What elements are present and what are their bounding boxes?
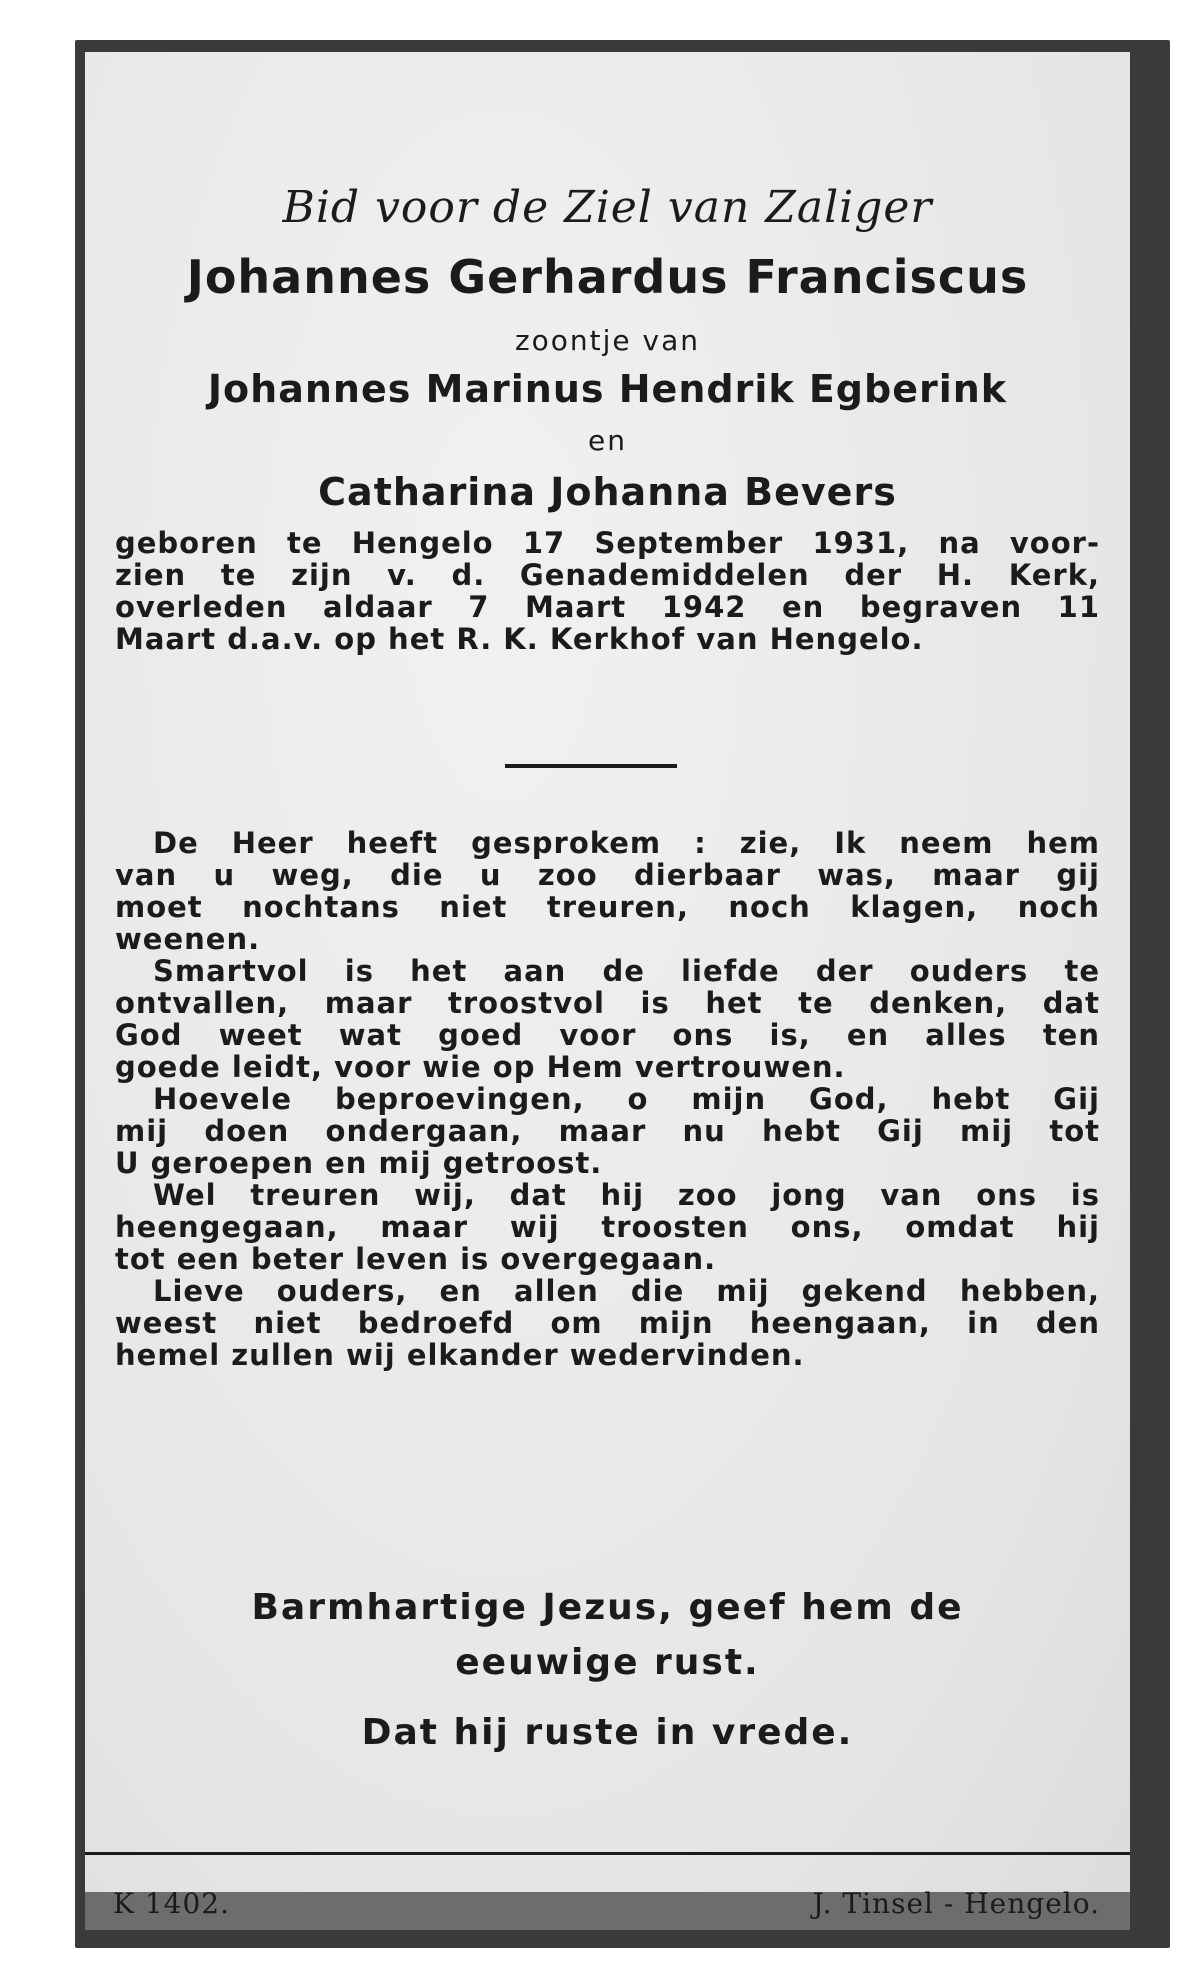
verse-line: ontvallen, maar troostvol is het te denken, dat	[115, 986, 1100, 1020]
prayer-line-3: Dat hij ruste in vrede.	[361, 1712, 854, 1753]
printer-credit: J. Tinsel - Hengelo.	[812, 1887, 1100, 1920]
verse-line: goede leidt, voor wie op Hem vertrouwen.	[115, 1050, 846, 1084]
biography-line: Maart d.a.v. op het R. K. Kerkhof van Hengelo.	[115, 622, 924, 656]
biography	[115, 527, 1100, 655]
verse-line: U geroepen en mij getroost.	[115, 1146, 603, 1180]
mother-name: Catharina Johanna Bevers	[318, 470, 897, 514]
verse-line: weest niet bedroefd om mijn heengaan, in den	[115, 1306, 1100, 1340]
verse-line: Smartvol is het aan de liefde der ouders te	[153, 954, 1100, 988]
verse-line: van u weg, die u zoo dierbaar was, maar gij	[115, 858, 1100, 892]
verse-line: De Heer heeft gesprokem : zie, Ik neem hem	[153, 826, 1100, 860]
memorial-card	[85, 52, 1130, 1920]
verse-line: hemel zullen wij elkander wedervinden.	[115, 1338, 805, 1372]
card-code: K 1402.	[113, 1887, 230, 1920]
father-name: Johannes Marinus Hendrik Egberink	[207, 367, 1008, 411]
biography-line: zien te zijn v. d. Genademiddelen der H. Kerk,	[115, 558, 1100, 592]
verses	[115, 827, 1100, 1371]
verse-line: Wel treuren wij, dat hij zoo jong van ons is	[153, 1178, 1100, 1212]
biography-line: geboren te Hengelo 17 September 1931, na voor-	[115, 526, 1100, 560]
verse-line: Lieve ouders, en allen die mij gekend hebben,	[153, 1274, 1100, 1308]
relation-text: zoontje van	[514, 324, 701, 357]
verse-line: mij doen ondergaan, maar nu hebt Gij mij tot	[115, 1114, 1100, 1148]
divider-short	[505, 764, 677, 768]
prayer-line-2: eeuwige rust.	[455, 1642, 760, 1683]
card-heading: Bid voor de Ziel van Zaliger	[282, 182, 933, 233]
biography-line: overleden aldaar 7 Maart 1942 en begraven 11	[115, 590, 1100, 624]
verse-line: weenen.	[115, 922, 261, 956]
deceased-name: Johannes Gerhardus Franciscus	[186, 250, 1029, 304]
verse-line: God weet wat goed voor ons is, en alles ten	[115, 1018, 1100, 1052]
verse-line: heengegaan, maar wij troosten ons, omdat hij	[115, 1210, 1100, 1244]
verse-line: Hoevele beproevingen, o mijn God, hebt Gij	[153, 1082, 1100, 1116]
verse-line: moet nochtans niet treuren, noch klagen, noch	[115, 890, 1100, 924]
verse-line: tot een beter leven is overgegaan.	[115, 1242, 717, 1276]
conjunction-text: en	[588, 424, 627, 457]
prayer-line-1: Barmhartige Jezus, geef hem de	[251, 1587, 964, 1628]
divider-long	[85, 1852, 1130, 1855]
